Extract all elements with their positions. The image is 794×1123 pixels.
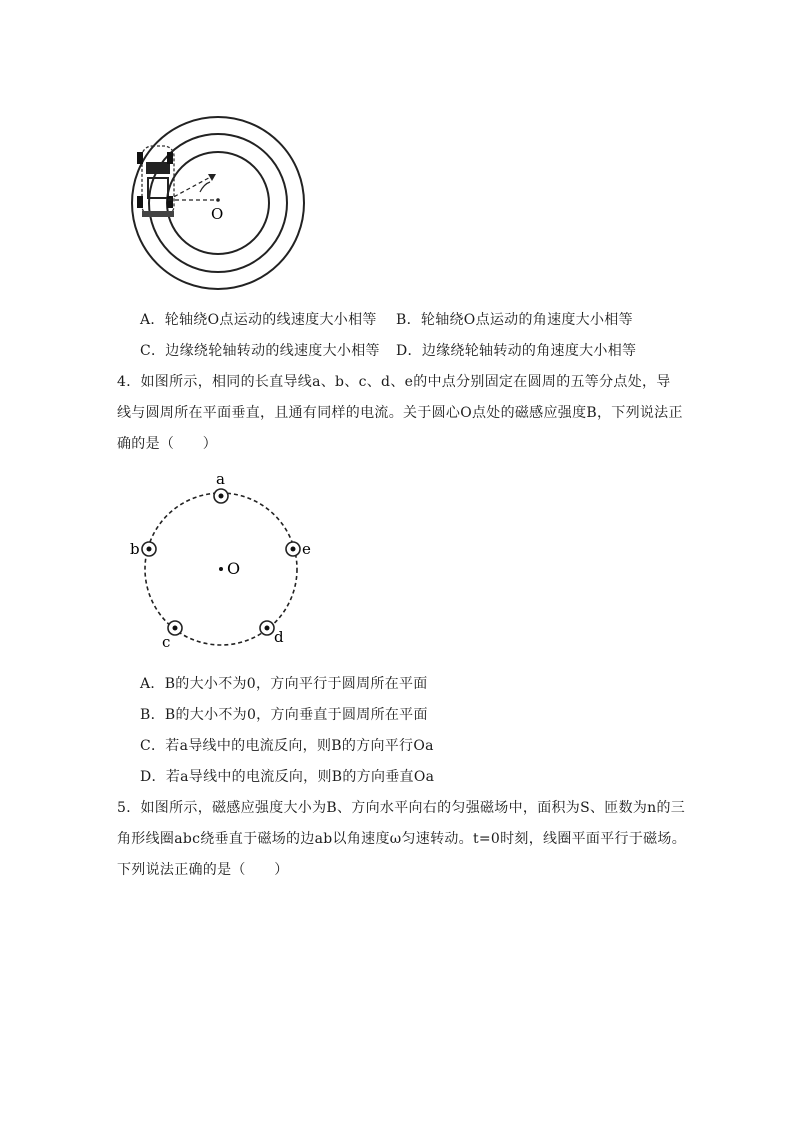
q3-option-d: D．边缘绕轮轴转动的角速度大小相等 bbox=[396, 343, 637, 359]
q3-option-b: B．轮轴绕O点运动的角速度大小相等 bbox=[396, 312, 633, 328]
q4-stem-line-3: 确的是（ ） bbox=[117, 436, 218, 452]
q4-option-a: A．B的大小不为0，方向平行于圆周所在平面 bbox=[140, 676, 428, 692]
wire-e-icon bbox=[286, 542, 300, 556]
q3-option-a: A．轮轴绕O点运动的线速度大小相等 bbox=[140, 312, 377, 328]
q4-option-c: C．若a导线中的电流反向，则B的方向平行Oa bbox=[140, 738, 434, 754]
figure1-center-label: O bbox=[211, 205, 224, 223]
wire-label-e: e bbox=[302, 540, 311, 558]
q3-option-c: C．边缘绕轮轴转动的线速度大小相等 bbox=[140, 343, 380, 359]
wire-d-icon bbox=[260, 621, 274, 635]
wire-label-c: c bbox=[162, 633, 171, 650]
q4-option-b: B．B的大小不为0，方向垂直于圆周所在平面 bbox=[140, 707, 428, 723]
wire-figure-center-label: O bbox=[227, 559, 241, 578]
q4-stem-line-2: 线与圆周所在平面垂直，且通有同样的电流。关于圆心O点处的磁感应强度B，下列说法正 bbox=[117, 405, 683, 421]
q5-stem-line-1: 5．如图所示，磁感应强度大小为B、方向水平向右的匀强磁场中，面积为S、匝数为n的三 bbox=[117, 800, 686, 816]
q5-stem-line-3: 下列说法正确的是（ ） bbox=[117, 862, 289, 878]
wire-a-icon bbox=[214, 489, 228, 503]
wire-b-icon bbox=[142, 542, 156, 556]
wire-label-b: b bbox=[130, 540, 140, 558]
car-icon bbox=[137, 146, 174, 217]
q4-option-d: D．若a导线中的电流反向，则B的方向垂直Oa bbox=[140, 769, 435, 785]
q5-stem-line-2: 角形线圈abc绕垂直于磁场的边ab以角速度ω匀速转动。t=0时刻，线圈平面平行于磁场。 bbox=[117, 831, 687, 847]
wire-label-a: a bbox=[216, 470, 225, 488]
wire-circle-figure bbox=[125, 470, 325, 650]
wire-label-d: d bbox=[274, 628, 284, 646]
q4-stem-line-1: 4．如图所示，相同的长直导线a、b、c、d、e的中点分别固定在圆周的五等分点处，导 bbox=[117, 374, 671, 390]
track-figure bbox=[120, 108, 320, 298]
